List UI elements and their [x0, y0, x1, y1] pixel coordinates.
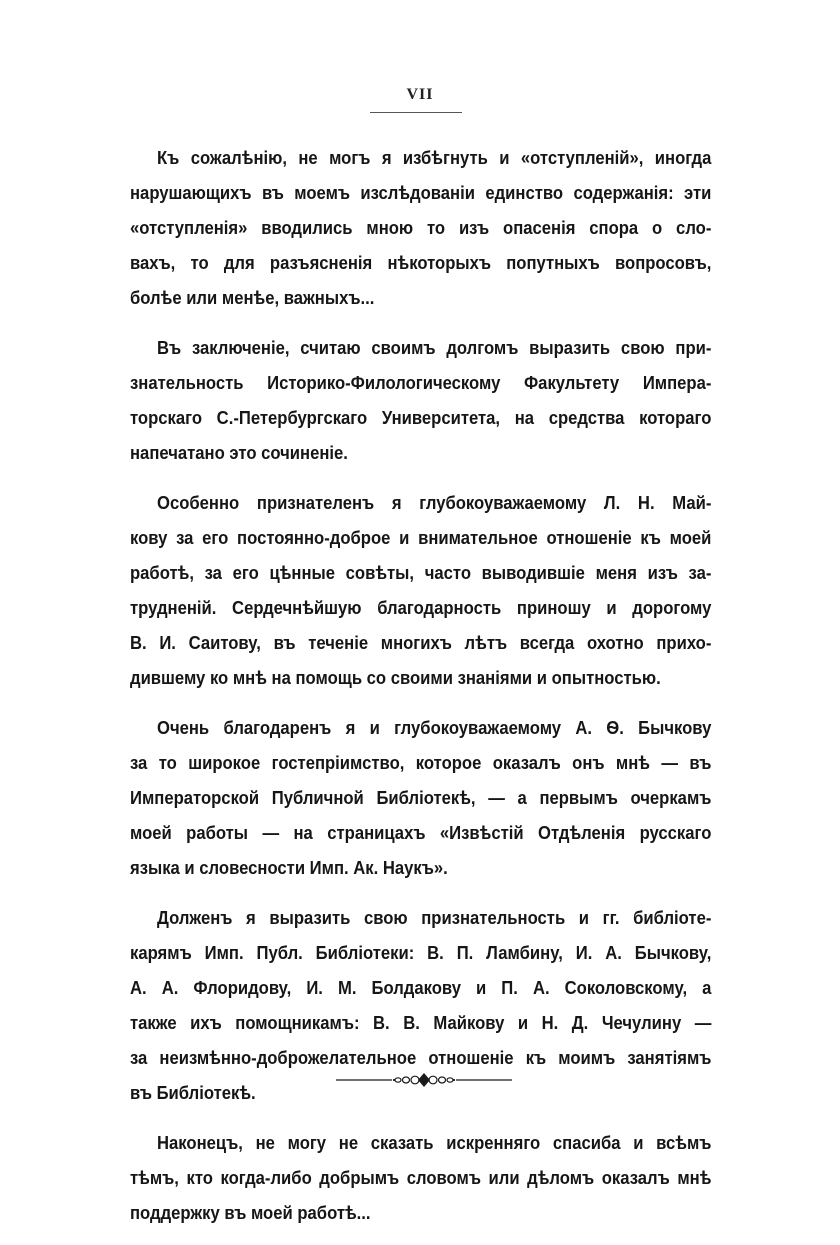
paragraph-2	[130, 330, 712, 470]
text-line: А. А. Флоридову, И. М. Болдакову и П. А. Соколовскому, а	[130, 977, 712, 998]
text-line: тѣмъ, кто когда-либо добрымъ словомъ или дѣломъ оказалъ мнѣ	[130, 1167, 712, 1188]
text-line: поддержку въ моей работѣ...	[130, 1202, 371, 1223]
page-number: VII	[406, 86, 434, 103]
text-line: Наконецъ, не могу не сказать искренняго спасиба и всѣмъ	[157, 1132, 712, 1153]
text-line: кову за его постоянно-доброе и внимательное отношеніе къ моей	[130, 527, 712, 548]
text-line: Императорской Публичной Библіотекѣ, — а первымъ очеркамъ	[130, 787, 712, 808]
text-line: напечатано это сочиненіе.	[130, 442, 348, 463]
text-line: Очень благодаренъ я и глубокоуважаемому А. Ѳ. Бычкову	[157, 717, 712, 738]
text-line: за то широкое гостепріимство, которое оказалъ онъ мнѣ — въ	[130, 752, 712, 773]
paragraph-6	[130, 1125, 712, 1230]
text-line: работѣ, за его цѣнные совѣты, часто выводившіе меня изъ за-	[130, 562, 712, 583]
text-line: трудненій. Сердечнѣйшую благодарность приношу и дорогому	[130, 597, 712, 618]
paragraph-1	[130, 140, 712, 315]
text-line: карямъ Имп. Публ. Библіотеки: В. П. Ламбину, И. А. Бычкову,	[130, 942, 712, 963]
text-line: дившему ко мнѣ на помощь со своими знаніями и опытностью.	[130, 667, 661, 688]
text-line: Долженъ я выразить свою признательность и гг. библіоте-	[157, 907, 712, 928]
tailpiece-ornament-icon	[334, 1070, 514, 1090]
text-line: знательность Историко-Филологическому Факультету Импера-	[130, 372, 712, 393]
text-line: Въ заключеніе, считаю своимъ долгомъ выразить свою при-	[157, 337, 712, 358]
text-line: Особенно признателенъ я глубокоуважаемому Л. Н. Май-	[157, 492, 712, 513]
text-line: торскаго С.-Петербургскаго Университета, на средства котораго	[130, 407, 712, 428]
text-line: за неизмѣнно-доброжелательное отношеніе къ моимъ занятіямъ	[130, 1047, 712, 1068]
page-number-rule	[370, 112, 462, 113]
text-line: Къ сожалѣнію, не могъ я избѣгнуть и «отступленій», иногда	[157, 147, 712, 168]
text-line: языка и словесности Имп. Ак. Наукъ».	[130, 857, 448, 878]
text-line: въ Библіотекѣ.	[130, 1082, 256, 1103]
paragraph-3	[130, 485, 712, 695]
text-line: болѣе или менѣе, важныхъ...	[130, 287, 375, 308]
text-line: нарушающихъ въ моемъ изслѣдованіи единство содержанія: эти	[130, 182, 712, 203]
text-line: также ихъ помощникамъ: В. В. Майкову и Н. Д. Чечулину —	[130, 1012, 712, 1033]
paragraph-4	[130, 710, 712, 885]
text-line: «отступленія» вводились мною то изъ опасенія спора о сло-	[130, 217, 712, 238]
text-line: вахъ, то для разъясненія нѣкоторыхъ попутныхъ вопросовъ,	[130, 252, 712, 273]
text-line: В. И. Саитову, въ теченіе многихъ лѣтъ всегда охотно прихо-	[130, 632, 712, 653]
text-line: моей работы — на страницахъ «Извѣстій Отдѣленія русскаго	[130, 822, 712, 843]
